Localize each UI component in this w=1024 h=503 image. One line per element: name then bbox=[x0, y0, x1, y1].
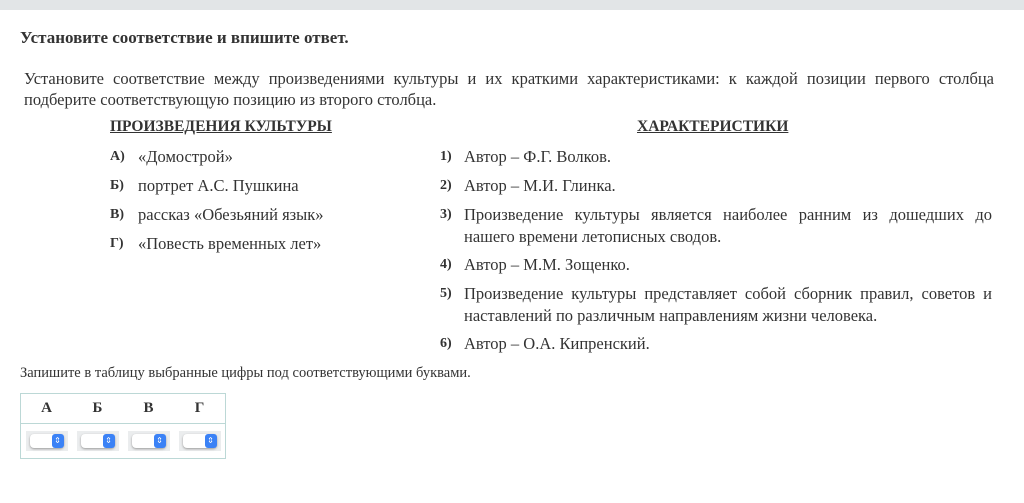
answer-header: В bbox=[143, 400, 154, 416]
chevron-updown-icon: ⇕ bbox=[205, 434, 217, 448]
item-text: Автор – М.И. Глинка. bbox=[464, 176, 616, 195]
answer-table bbox=[20, 393, 226, 459]
item-text: портрет А.С. Пушкина bbox=[138, 176, 299, 195]
item-text: «Повесть временных лет» bbox=[138, 234, 322, 253]
item-text: Автор – Ф.Г. Волков. bbox=[464, 147, 611, 166]
answer-header: А bbox=[41, 400, 52, 416]
item-key: А) bbox=[110, 149, 125, 164]
item-key: Б) bbox=[110, 178, 124, 193]
item-key: 1) bbox=[440, 149, 452, 164]
item-key: 4) bbox=[440, 257, 452, 272]
right-column-header: ХАРАКТЕРИСТИКИ bbox=[637, 118, 789, 135]
chevron-updown-icon: ⇕ bbox=[103, 434, 115, 448]
answer-header: Б bbox=[92, 400, 103, 416]
task-title: Установите соответствие и впишите ответ. bbox=[20, 28, 349, 47]
answer-select-a[interactable] bbox=[30, 434, 64, 448]
top-bar bbox=[0, 0, 1024, 10]
item-text: «Домострой» bbox=[138, 147, 233, 166]
item-key: 2) bbox=[440, 178, 452, 193]
item-key: Г) bbox=[110, 236, 124, 251]
answer-select-b[interactable] bbox=[81, 434, 115, 448]
chevron-updown-icon: ⇕ bbox=[52, 434, 64, 448]
chevron-updown-icon: ⇕ bbox=[154, 434, 166, 448]
item-key: 3) bbox=[440, 207, 452, 222]
item-text: Произведение культуры представляет собой сборник правил, советов и наставлений по различным направлениям жизни человека. bbox=[464, 284, 992, 325]
answer-select-g[interactable] bbox=[183, 434, 217, 448]
left-column-header: ПРОИЗВЕДЕНИЯ КУЛЬТУРЫ bbox=[110, 118, 332, 135]
answer-header-row bbox=[21, 394, 225, 424]
task-intro: Установите соответствие между произведениями культуры и их краткими характеристиками: к каждой позиции первого столбца подберите соответствующую позицию из второго столбца. bbox=[24, 69, 994, 109]
answer-select-row bbox=[21, 424, 225, 451]
answer-header: Г bbox=[194, 400, 205, 416]
answer-select-v[interactable] bbox=[132, 434, 166, 448]
item-text: Произведение культуры является наиболее ранним из дошедших до нашего времени летописных сводов. bbox=[464, 205, 992, 246]
item-key: В) bbox=[110, 207, 124, 222]
item-key: 5) bbox=[440, 286, 452, 301]
item-key: 6) bbox=[440, 336, 452, 351]
item-text: Автор – О.А. Кипренский. bbox=[464, 334, 650, 353]
item-text: Автор – М.М. Зощенко. bbox=[464, 255, 630, 274]
item-text: рассказ «Обезьяний язык» bbox=[138, 205, 324, 224]
answer-instruction: Запишите в таблицу выбранные цифры под соответствующими буквами. bbox=[20, 365, 471, 381]
